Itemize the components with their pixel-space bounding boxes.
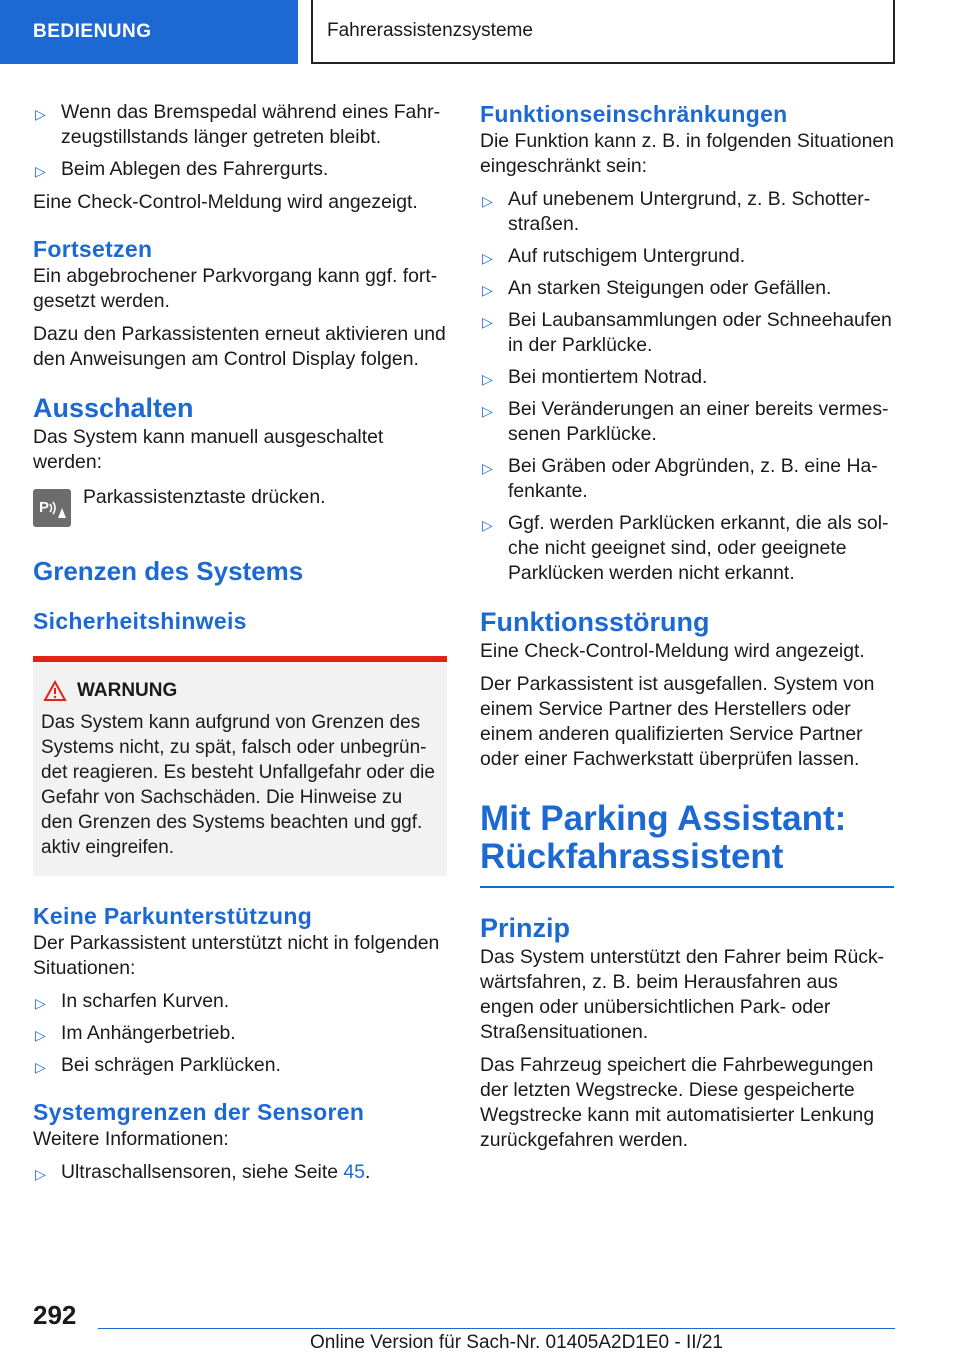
- list-item: [480, 187, 894, 237]
- triangle-right-icon: ▷: [35, 1059, 46, 1075]
- list-item-text: Auf rutschigem Untergrund.: [508, 245, 746, 267]
- header-section-label: BEDIENUNG: [33, 21, 152, 42]
- list-item: [33, 1021, 447, 1046]
- page-link[interactable]: 45: [343, 1161, 365, 1183]
- triangle-right-icon: ▷: [482, 403, 493, 419]
- keine-paragraph: Der Parkassistent unterstützt nicht in folgenden Situationen:: [33, 932, 440, 979]
- list-item: [33, 157, 447, 182]
- list-item-text: Bei Laubansammlungen oder Schneehaufen in der Parklücke.: [508, 309, 892, 356]
- page-number: 292: [33, 1300, 77, 1330]
- footer-rule: [98, 1328, 895, 1329]
- heading-funktionseinschraenkungen: Funktionseinschränkungen: [480, 101, 788, 127]
- press-key-text: Parkassistenztaste drücken.: [83, 486, 326, 508]
- list-item-text: Wenn das Bremspedal während eines Fahrzeugstillstands länger getreten bleibt.: [61, 101, 441, 148]
- heading-grenzen: Grenzen des Systems: [33, 556, 304, 586]
- triangle-right-icon: ▷: [35, 106, 46, 122]
- fortsetzen-paragraph-2: Dazu den Parkassistenten erneut aktivieren und den Anweisungen am Control Display folgen.: [33, 323, 446, 370]
- sensor-bullet-list: [33, 1160, 447, 1185]
- fortsetzen-paragraph-1: Ein abgebrochener Parkvorgang kann ggf. fortgesetzt werden.: [33, 265, 438, 312]
- heading-mit-parking-assistant-line-1: Mit Parking Assistant:: [480, 799, 847, 838]
- funktionseinschraenkungen-paragraph: Die Funktion kann z. B. in folgenden Situationen eingeschränkt sein:: [480, 130, 894, 177]
- triangle-right-icon: ▷: [482, 314, 493, 330]
- triangle-right-icon: ▷: [35, 163, 46, 179]
- list-item-text: Im Anhängerbetrieb.: [61, 1022, 236, 1044]
- prinzip-paragraph-1: Das System unterstützt den Fahrer beim Rückwärtsfahren, z. B. beim Herausfahren aus engen oder unübersichtlichen Park- oder Straßensituationen.: [480, 946, 885, 1043]
- list-item: [33, 100, 447, 150]
- warning-title: [43, 680, 439, 702]
- header-chapter-tab: [311, 0, 895, 64]
- list-item-text: Bei montiertem Notrad.: [508, 366, 708, 388]
- heading-funktionsstoerung: Funktionsstörung: [480, 607, 710, 637]
- heading-rule: [480, 886, 894, 888]
- triangle-right-icon: ▷: [482, 517, 493, 533]
- ausschalten-paragraph: Das System kann manuell ausgeschaltet werden:: [33, 426, 384, 473]
- park-assist-key-row: [33, 481, 447, 527]
- prinzip-paragraph-2: Das Fahrzeug speichert die Fahrbewegungen der letzten Wegstrecke. Diese gespeicherte Wegstrecke kann mit automatisierter Lenkung zurückgefahren werden.: [480, 1054, 875, 1151]
- left-column: [33, 100, 447, 1193]
- svg-text:P: P: [39, 499, 50, 516]
- list-item-end: .: [364, 1161, 371, 1183]
- list-item-text: Bei schrägen Parklücken.: [61, 1054, 281, 1076]
- heading-ausschalten: Ausschalten: [33, 393, 194, 423]
- funktionseinschraenkungen-list: [480, 187, 894, 586]
- triangle-right-icon: ▷: [482, 250, 493, 266]
- triangle-right-icon: ▷: [482, 193, 493, 209]
- heading-fortsetzen: Fortsetzen: [33, 236, 153, 262]
- list-item-text: Bei Gräben oder Abgründen, z. B. eine Hafenkante.: [508, 455, 878, 502]
- heading-sicherheitshinweis: Sicherheitshinweis: [33, 608, 247, 634]
- heading-prinzip: Prinzip: [480, 913, 571, 943]
- list-item: [33, 1053, 447, 1078]
- list-item-text: Auf unebenem Untergrund, z. B. Schotterstraßen.: [508, 188, 871, 235]
- list-item: [480, 276, 894, 301]
- list-item-text: Ultraschallsensoren, siehe Seite: [61, 1161, 344, 1183]
- list-item: [33, 1160, 447, 1185]
- list-item-text: Bei Veränderungen an einer bereits vermessenen Parklücke.: [508, 398, 889, 445]
- triangle-right-icon: ▷: [35, 1166, 46, 1182]
- list-item: [480, 308, 894, 358]
- triangle-right-icon: ▷: [482, 371, 493, 387]
- footer-text: Online Version für Sach-Nr. 01405A2D1E0 - II/21: [310, 1332, 723, 1353]
- heading-systemgrenzen-sensoren: Systemgrenzen der Sensoren: [33, 1099, 365, 1125]
- list-item-text: An starken Steigungen oder Gefällen.: [508, 277, 832, 299]
- list-item: [480, 454, 894, 504]
- list-item-text: Beim Ablegen des Fahrergurts.: [61, 158, 329, 180]
- triangle-right-icon: ▷: [482, 460, 493, 476]
- weitere-informationen: Weitere Informationen:: [33, 1128, 229, 1150]
- list-item: [480, 511, 894, 586]
- heading-keine-parkunterstuetzung: Keine Parkunterstützung: [33, 903, 313, 929]
- triangle-right-icon: ▷: [35, 1027, 46, 1043]
- list-item-text: In scharfen Kurven.: [61, 990, 230, 1012]
- heading-mit-parking-assistant: [480, 800, 894, 876]
- stoerung-paragraph-1: Eine Check-Control-Meldung wird angezeigt.: [480, 640, 865, 662]
- warning-text: Das System kann aufgrund von Grenzen des Systems nicht, zu spät, falsch oder unbegründet reagieren. Es besteht Unfallgefahr oder die Gefahr von Sachschäden. Die Hinweise zu den Grenzen des Systems beachten und ggf. aktiv eingreifen.: [41, 712, 435, 858]
- check-control-paragraph: Eine Check-Control-Meldung wird angezeigt.: [33, 191, 418, 213]
- list-item: [33, 989, 447, 1014]
- header-section-tab: [0, 0, 298, 64]
- list-item: [480, 397, 894, 447]
- warning-title-text: WARNUNG: [77, 680, 178, 701]
- triangle-right-icon: ▷: [482, 282, 493, 298]
- warning-triangle-icon: [43, 680, 67, 702]
- list-item: [480, 365, 894, 390]
- right-column: [480, 100, 894, 1161]
- park-assist-key-icon: [33, 489, 71, 527]
- heading-mit-parking-assistant-line-2: Rückfahrassistent: [480, 837, 784, 876]
- keine-bullet-list: [33, 989, 447, 1078]
- list-item: [480, 244, 894, 269]
- header-chapter-label: Fahrerassistenzsysteme: [327, 20, 533, 41]
- warning-box: [33, 656, 447, 876]
- list-item-text: Ggf. werden Parklücken erkannt, die als solche nicht geeignet sind, oder geeignete Parklücken werden nicht erkannt.: [508, 512, 889, 584]
- stoerung-paragraph-2: Der Parkassistent ist ausgefallen. System von einem Service Partner des Herstellers oder einem anderen qualifizierten Service Partner oder einer Fachwerkstatt überprüfen lassen.: [480, 673, 875, 770]
- triangle-right-icon: ▷: [35, 995, 46, 1011]
- top-bullet-list: [33, 100, 447, 182]
